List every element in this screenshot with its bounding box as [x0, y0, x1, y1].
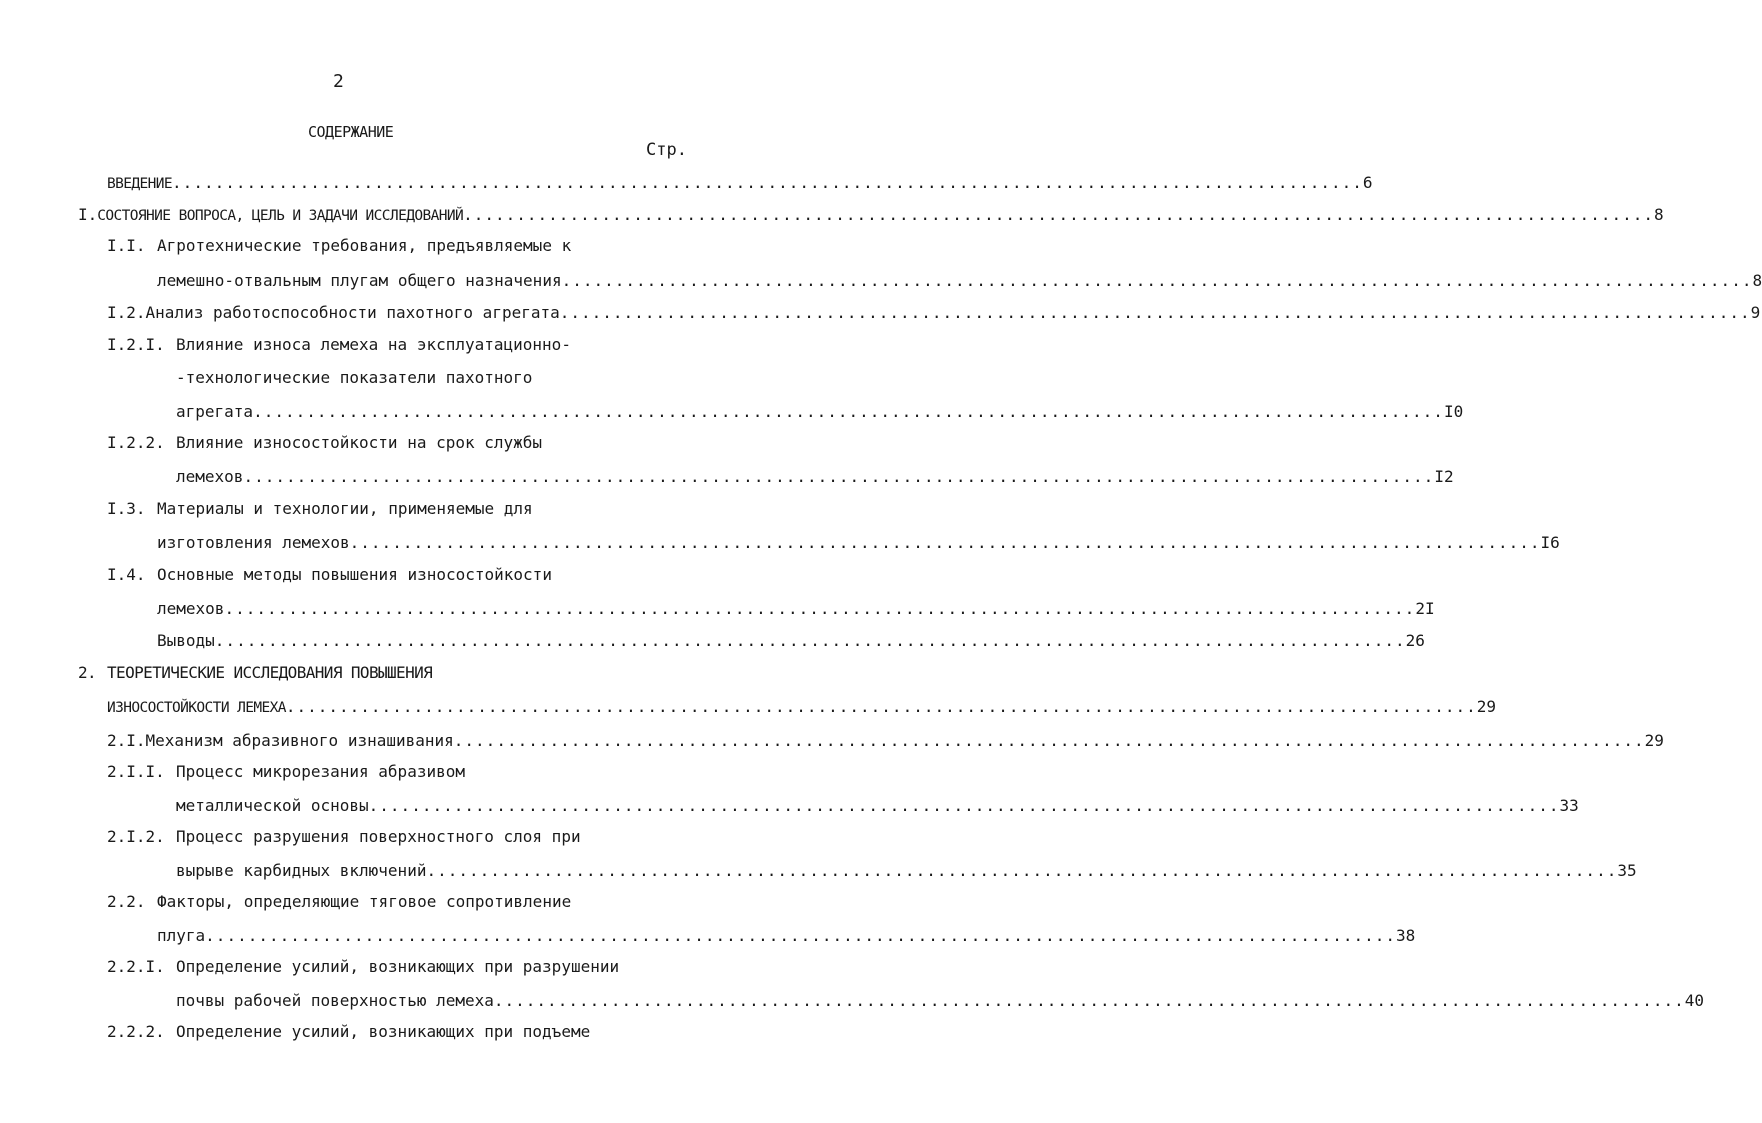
toc-entry-conclusions[interactable]: [157, 628, 1425, 650]
toc-entry-number: 2.2.: [107, 892, 146, 911]
leader-dots: [454, 731, 1645, 750]
toc-entry-text-line-1: Определение усилий, возникающих при подъеме: [176, 1022, 591, 1041]
toc-entry-page: 8: [1653, 205, 1664, 224]
toc-entry-text-line-1: Факторы, определяющие тяговое сопротивление: [157, 892, 572, 911]
toc-entry-2-1-2[interactable]: [176, 858, 1637, 880]
toc-entry-text-line-2: лемехов: [157, 599, 225, 618]
toc-entry-number: 2.I.I.: [107, 762, 165, 781]
toc-entry-page: 6: [1362, 173, 1373, 192]
toc-entry-text-line-1: Агротехнические требования, предъявляемые к: [157, 236, 572, 255]
toc-entry-1-2[interactable]: [107, 300, 1761, 322]
toc-entry-text-line-1: Основные методы повышения износостойкости: [157, 565, 552, 584]
toc-entry-page: 29: [1644, 731, 1664, 750]
toc-entry-text-line-2: лемешно-отвальным плугам общего назначения: [157, 271, 562, 290]
toc-entry-text: ВВЕДЕНИЕ: [107, 176, 173, 192]
leader-dots: [224, 599, 1415, 618]
toc-entry-text: Механизм абразивного изнашивания: [145, 731, 454, 750]
leader-dots: [560, 303, 1751, 322]
page-number: 2: [333, 71, 344, 92]
toc-entry-1-3[interactable]: [157, 530, 1560, 552]
toc-entry-text: СОСТОЯНИЕ ВОПРОСА, ЦЕЛЬ И ЗАДАЧИ ИССЛЕДОВАНИЙ: [97, 208, 464, 224]
toc-entry-text-line-1: Влияние износа лемеха на эксплуатационно-: [176, 335, 571, 354]
leader-dots: [253, 402, 1444, 421]
toc-entry-page: 33: [1559, 796, 1579, 815]
leader-dots: [426, 861, 1617, 880]
toc-title: СОДЕРЖАНИЕ: [308, 123, 394, 141]
toc-entry-page: 2I: [1415, 599, 1435, 618]
leader-dots: [286, 697, 1477, 716]
toc-entry-number: 2.I.2.: [107, 827, 165, 846]
toc-entry-number: 2.2.I.: [107, 957, 165, 976]
toc-entry-number: I.: [78, 205, 98, 224]
leader-dots: [215, 631, 1406, 650]
toc-entry-text-line-2: -технологические показатели пахотного: [176, 368, 533, 387]
leader-dots: [172, 173, 1363, 192]
toc-entry-2-1-1[interactable]: [176, 793, 1579, 815]
toc-entry-page: 8: [1752, 271, 1762, 290]
toc-entry-number: I.3.: [107, 499, 146, 518]
toc-entry-number: I.4.: [107, 565, 146, 584]
toc-entry-text-line-1: Процесс разрушения поверхностного слоя при: [176, 827, 581, 846]
toc-entry-text-line-2: плуга: [157, 926, 206, 945]
toc-entry-text-line-2: лемехов: [176, 467, 244, 486]
leader-dots: [350, 533, 1541, 552]
toc-entry-2-2-1[interactable]: [176, 988, 1705, 1010]
toc-entry-page: 35: [1617, 861, 1637, 880]
toc-entry-1-1[interactable]: [157, 268, 1762, 290]
toc-entry-text-line-2: изготовления лемехов: [157, 533, 350, 552]
toc-entry-page: I6: [1540, 533, 1560, 552]
toc-entry-1-2-2[interactable]: [176, 464, 1454, 486]
toc-entry-text-line-1: Процесс микрорезания абразивом: [176, 762, 465, 781]
toc-entry-text-line-1: Определение усилий, возникающих при разрушении: [176, 957, 620, 976]
toc-entry-text: Выводы: [157, 631, 215, 650]
toc-entry-chapter-2[interactable]: [107, 694, 1496, 716]
toc-entry-1-2-1[interactable]: [176, 399, 1464, 421]
leader-dots: [494, 991, 1685, 1010]
toc-entry-page: 29: [1476, 697, 1496, 716]
leader-dots: [463, 205, 1654, 224]
toc-entry-text-line-2: металлической основы: [176, 796, 369, 815]
page-column-label: Стр.: [646, 140, 687, 160]
toc-entry-introduction[interactable]: [107, 170, 1373, 192]
toc-entry-number: I.2.2.: [107, 433, 165, 452]
leader-dots: [562, 271, 1753, 290]
toc-entry-text-line-1: Материалы и технологии, применяемые для: [157, 499, 533, 518]
toc-entry-text-line-1: ТЕОРЕТИЧЕСКИЕ ИССЛЕДОВАНИЯ ПОВЫШЕНИЯ: [107, 663, 433, 682]
toc-entry-text-line-3: агрегата: [176, 402, 254, 421]
toc-entry-page: 40: [1684, 991, 1705, 1010]
leader-dots: [369, 796, 1560, 815]
toc-entry-2-2[interactable]: [157, 923, 1416, 945]
toc-entry-page: 26: [1405, 631, 1425, 650]
toc-entry-chapter-1[interactable]: [78, 202, 1664, 224]
toc-entry-number: 2.2.2.: [107, 1022, 165, 1041]
toc-entry-page: 38: [1396, 926, 1416, 945]
toc-entry-number: I.2.I.: [107, 335, 165, 354]
toc-entry-page: I0: [1443, 402, 1464, 421]
toc-entry-text-line-2: почвы рабочей поверхностью лемеха: [176, 991, 494, 1010]
toc-entry-number: 2.I.: [107, 731, 146, 750]
toc-entry-number: I.I.: [107, 236, 146, 255]
toc-entry-number: I.2.: [107, 303, 146, 322]
toc-entry-text-line-1: Влияние износостойкости на срок службы: [176, 433, 543, 452]
toc-entry-text-line-2: ИЗНОСОСТОЙКОСТИ ЛЕМЕХА: [107, 700, 286, 716]
toc-entry-text-line-2: вырыве карбидных включений: [176, 861, 427, 880]
leader-dots: [243, 467, 1434, 486]
toc-entry-2-1[interactable]: [107, 728, 1664, 750]
toc-entry-number: 2.: [78, 663, 97, 682]
toc-entry-page: I2: [1434, 467, 1454, 486]
toc-entry-text: Анализ работоспособности пахотного агрегата: [145, 303, 560, 322]
leader-dots: [205, 926, 1396, 945]
toc-entry-1-4[interactable]: [157, 596, 1435, 618]
toc-entry-page: 9: [1750, 303, 1761, 322]
